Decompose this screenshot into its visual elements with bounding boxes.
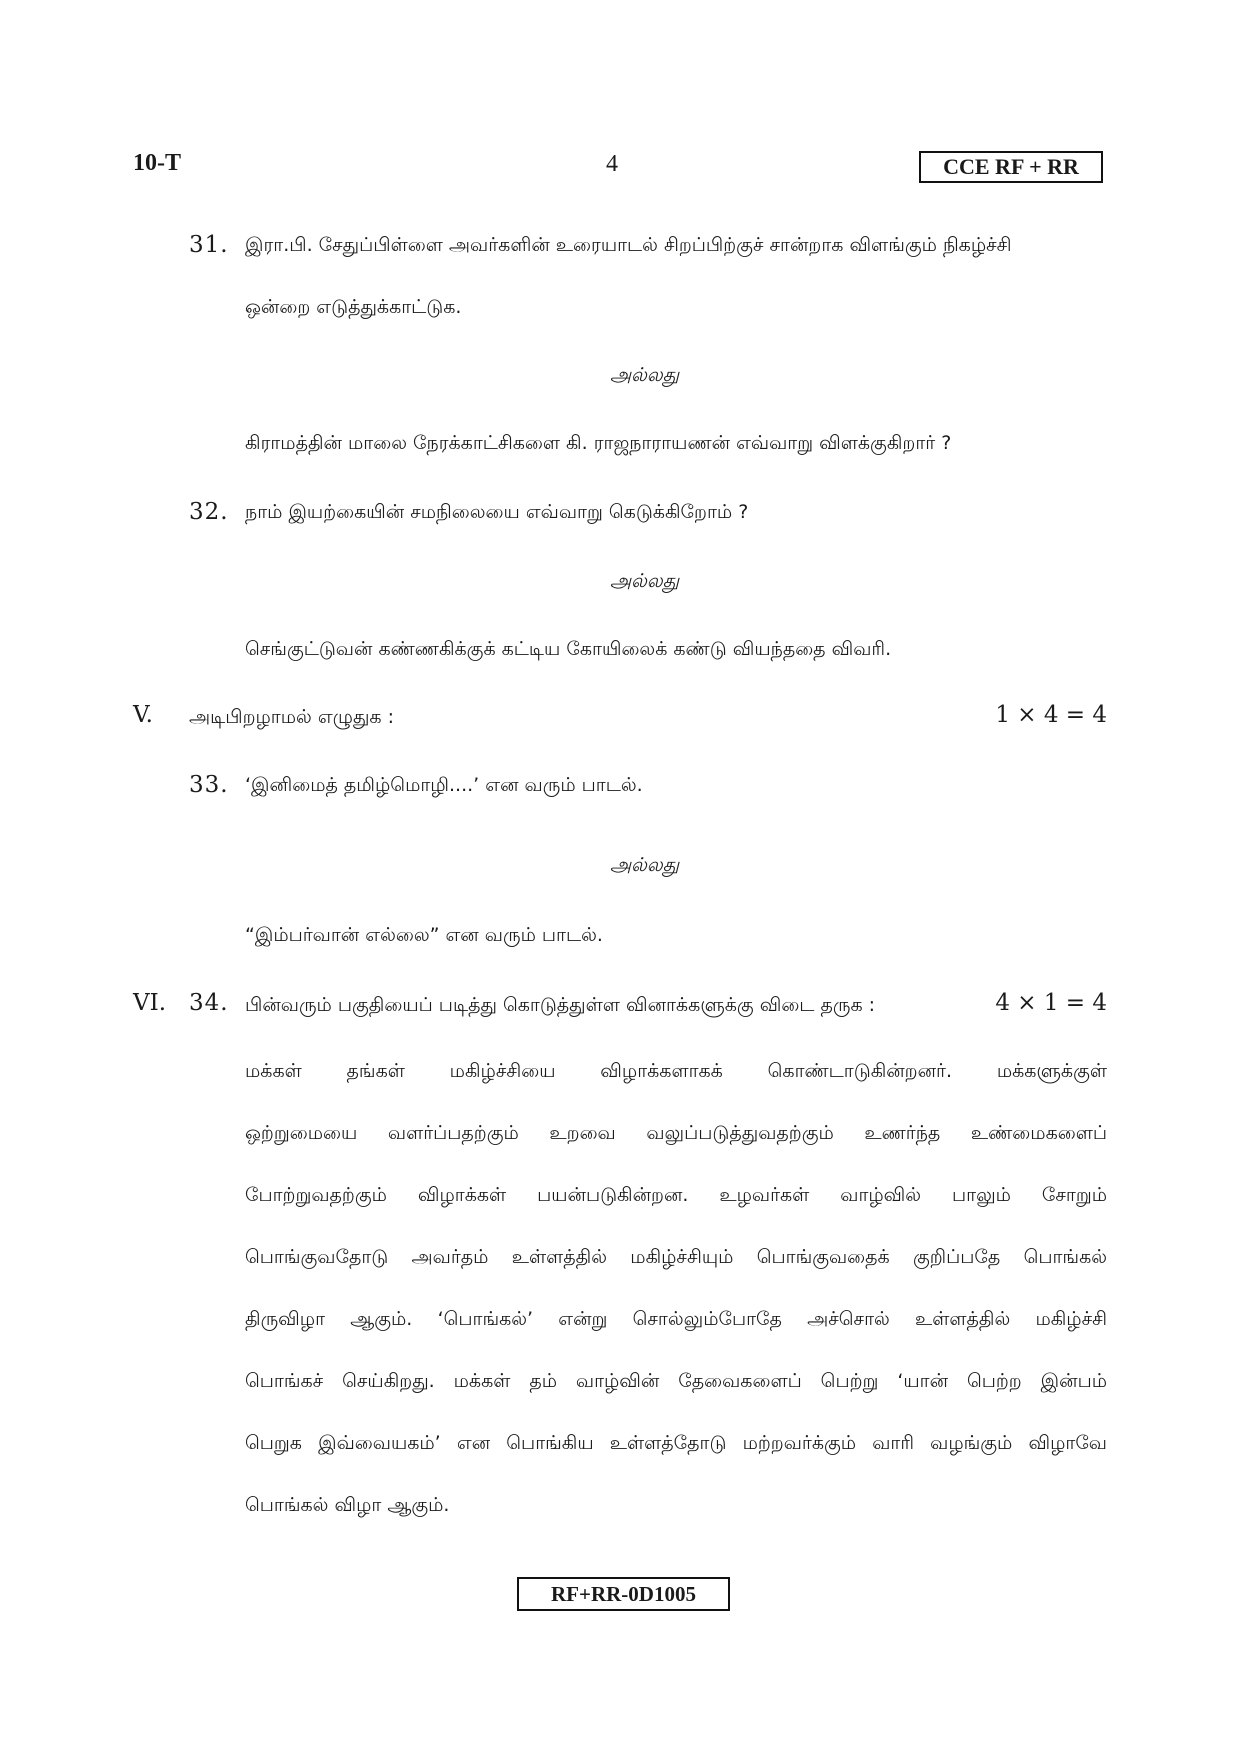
- passage-line-8: பொங்கல் விழா ஆகும்.: [245, 1494, 450, 1516]
- passage-line-5: திருவிழா ஆகும். ‘பொங்கல்’ என்று சொல்லும்போதே அச்சொல் உள்ளத்தில் மகிழ்ச்சி: [245, 1308, 1107, 1330]
- passage-line-6: பொங்கச் செய்கிறது. மக்கள் தம் வாழ்வின் தேவைகளைப் பெற்று ‘யான் பெற்ற இன்பம்: [245, 1370, 1107, 1392]
- or-label-32: அல்லது: [610, 570, 680, 592]
- section-vi-marks: 4 × 1 = 4: [995, 990, 1107, 1016]
- question-number-33: 33.: [189, 772, 229, 798]
- footer-code-box: RF+RR-0D1005: [517, 1577, 730, 1611]
- question-34-instruction: பின்வரும் பகுதியைப் படித்து கொடுத்துள்ள வினாக்களுக்கு விடை தருக :: [245, 994, 876, 1016]
- section-v-title: அடிபிறழாமல் எழுதுக :: [189, 706, 395, 728]
- section-vi-numeral: VI.: [133, 990, 167, 1016]
- exam-code-box: CCE RF + RR: [919, 151, 1103, 183]
- page-number: 4: [606, 151, 618, 177]
- passage-line-3: போற்றுவதற்கும் விழாக்கள் பயன்படுகின்றன. உழவர்கள் வாழ்வில் பாலும் சோறும்: [245, 1184, 1107, 1206]
- question-number-31: 31.: [189, 232, 229, 258]
- or-label-33: அல்லது: [610, 854, 680, 876]
- question-31-line-1: இரா.பி. சேதுப்பிள்ளை அவர்களின் உரையாடல் சிறப்பிற்குச் சான்றாக விளங்கும் நிகழ்ச்சி: [245, 234, 1012, 256]
- question-31-line-2: ஒன்றை எடுத்துக்காட்டுக.: [245, 296, 462, 318]
- question-31-alternative: கிராமத்தின் மாலை நேரக்காட்சிகளை கி. ராஜநாராயணன் எவ்வாறு விளக்குகிறார் ?: [245, 432, 952, 454]
- question-33-text: ‘இனிமைத் தமிழ்மொழி....’ என வரும் பாடல்.: [245, 774, 643, 796]
- passage-line-7: பெறுக இவ்வையகம்’ என பொங்கிய உள்ளத்தோடு மற்றவர்க்கும் வாரி வழங்கும் விழாவே: [245, 1432, 1107, 1454]
- question-32-text: நாம் இயற்கையின் சமநிலையை எவ்வாறு கெடுக்கிறோம் ?: [245, 501, 749, 523]
- passage-line-2: ஒற்றுமையை வளர்ப்பதற்கும் உறவை வலுப்படுத்துவதற்கும் உணர்ந்த உண்மைகளைப்: [245, 1122, 1107, 1144]
- section-v-marks: 1 × 4 = 4: [995, 702, 1107, 728]
- question-32-alternative: செங்குட்டுவன் கண்ணகிக்குக் கட்டிய கோயிலைக் கண்டு வியந்ததை விவரி.: [245, 638, 892, 660]
- question-number-34: 34.: [189, 990, 229, 1016]
- or-label-31: அல்லது: [610, 364, 680, 386]
- question-33-alternative: “இம்பர்வான் எல்லை” என வரும் பாடல்.: [245, 924, 603, 946]
- paper-code: 10-T: [133, 150, 181, 176]
- section-v-numeral: V.: [133, 702, 153, 728]
- passage-line-4: பொங்குவதோடு அவர்தம் உள்ளத்தில் மகிழ்ச்சியும் பொங்குவதைக் குறிப்பதே பொங்கல்: [245, 1246, 1107, 1268]
- passage-line-1: மக்கள் தங்கள் மகிழ்ச்சியை விழாக்களாகக் கொண்டாடுகின்றனர். மக்களுக்குள்: [245, 1060, 1107, 1082]
- question-number-32: 32.: [189, 499, 229, 525]
